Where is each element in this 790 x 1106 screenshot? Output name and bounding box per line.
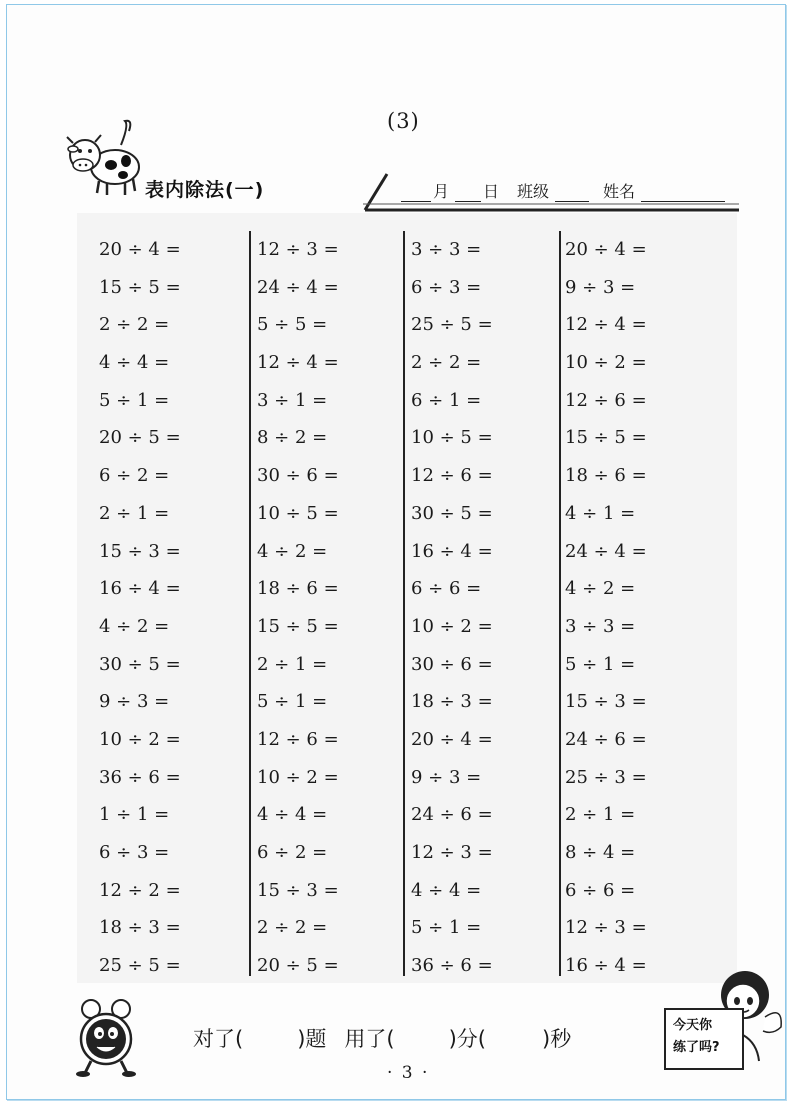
problem-grid bbox=[77, 213, 737, 983]
cow-icon bbox=[63, 115, 147, 199]
problem-item: 24 ÷ 4 = bbox=[565, 540, 647, 562]
student-info-line bbox=[401, 179, 725, 202]
problem-column-4 bbox=[565, 231, 715, 985]
class-label: 班级 bbox=[517, 182, 550, 201]
problem-item: 6 ÷ 6 = bbox=[565, 879, 636, 901]
problem-item: 36 ÷ 6 = bbox=[99, 766, 181, 788]
sign-line-1: 今天你 bbox=[673, 1018, 713, 1033]
problem-item: 24 ÷ 6 = bbox=[565, 728, 647, 750]
problem-item: 6 ÷ 2 = bbox=[257, 842, 328, 863]
problem-item: 12 ÷ 4 = bbox=[257, 352, 339, 374]
problem-item: 5 ÷ 1 = bbox=[99, 389, 170, 411]
column-divider bbox=[249, 231, 251, 976]
problem-item: 12 ÷ 2 = bbox=[99, 879, 181, 901]
problem-item: 9 ÷ 3 = bbox=[565, 276, 636, 298]
problem-item: 30 ÷ 5 = bbox=[99, 653, 181, 675]
problem-item: 18 ÷ 3 = bbox=[99, 917, 181, 939]
problem-item: 25 ÷ 5 = bbox=[99, 955, 181, 977]
problem-item: 4 ÷ 2 = bbox=[99, 615, 170, 637]
problem-item: 10 ÷ 2 = bbox=[99, 728, 181, 750]
problem-item: 6 ÷ 3 = bbox=[99, 842, 170, 863]
month-label: 月 bbox=[433, 182, 450, 201]
problem-item: 18 ÷ 3 = bbox=[411, 691, 493, 713]
problem-item: 6 ÷ 2 = bbox=[99, 465, 170, 487]
result-line bbox=[193, 1023, 571, 1053]
seconds-suffix: )秒 bbox=[542, 1027, 572, 1051]
problem-item: 30 ÷ 6 = bbox=[411, 653, 493, 675]
problem-item: 6 ÷ 6 = bbox=[411, 578, 482, 600]
problem-item: 12 ÷ 6 = bbox=[411, 465, 493, 487]
problem-item: 8 ÷ 2 = bbox=[257, 427, 328, 449]
problem-item: 12 ÷ 4 = bbox=[565, 314, 647, 336]
problem-item: 10 ÷ 5 = bbox=[411, 427, 493, 449]
problem-item: 2 ÷ 1 = bbox=[99, 502, 170, 524]
correct-suffix: )题 bbox=[297, 1027, 327, 1051]
problem-item: 10 ÷ 2 = bbox=[411, 615, 493, 637]
correct-count-blank[interactable] bbox=[243, 1023, 297, 1053]
problem-item: 24 ÷ 6 = bbox=[411, 804, 493, 826]
problem-item: 12 ÷ 3 = bbox=[257, 239, 339, 260]
correct-prefix: 对了( bbox=[193, 1027, 244, 1051]
problem-item: 5 ÷ 1 = bbox=[565, 653, 636, 675]
problem-item: 3 ÷ 1 = bbox=[257, 389, 328, 411]
problem-item: 15 ÷ 5 = bbox=[565, 427, 647, 449]
problem-item: 16 ÷ 4 = bbox=[411, 540, 493, 562]
name-label: 姓名 bbox=[603, 182, 636, 201]
problem-item: 15 ÷ 5 = bbox=[257, 615, 339, 637]
problem-item: 12 ÷ 6 = bbox=[257, 728, 339, 750]
problem-item: 25 ÷ 3 = bbox=[565, 766, 647, 788]
problem-column-2 bbox=[257, 231, 407, 985]
minutes-blank[interactable] bbox=[395, 1023, 449, 1053]
exercise-number: (3) bbox=[387, 109, 420, 133]
problem-item: 1 ÷ 1 = bbox=[99, 804, 170, 826]
problem-item: 10 ÷ 2 = bbox=[565, 352, 647, 374]
problem-item: 4 ÷ 4 = bbox=[411, 879, 482, 901]
problem-item: 4 ÷ 2 = bbox=[257, 540, 328, 562]
time-prefix: 用了( bbox=[344, 1027, 395, 1051]
problem-item: 2 ÷ 2 = bbox=[411, 352, 482, 374]
clock-mascot-icon bbox=[71, 997, 151, 1077]
problem-item: 2 ÷ 2 = bbox=[257, 917, 328, 939]
problem-item: 20 ÷ 4 = bbox=[99, 239, 181, 260]
seconds-blank[interactable] bbox=[486, 1023, 542, 1053]
problem-item: 6 ÷ 1 = bbox=[411, 389, 482, 411]
problem-item: 36 ÷ 6 = bbox=[411, 955, 493, 977]
problem-item: 12 ÷ 3 = bbox=[411, 842, 493, 863]
problem-item: 24 ÷ 4 = bbox=[257, 276, 339, 298]
problem-item: 18 ÷ 6 = bbox=[565, 465, 647, 487]
problem-item: 20 ÷ 5 = bbox=[99, 427, 181, 449]
worksheet-title: 表内除法(一) bbox=[145, 179, 265, 201]
problem-item: 6 ÷ 3 = bbox=[411, 276, 482, 298]
problem-column-1 bbox=[99, 231, 249, 985]
problem-item: 4 ÷ 1 = bbox=[565, 502, 636, 524]
problem-item: 10 ÷ 2 = bbox=[257, 766, 339, 788]
problem-item: 25 ÷ 5 = bbox=[411, 314, 493, 336]
problem-item: 4 ÷ 4 = bbox=[99, 352, 170, 374]
problem-item: 9 ÷ 3 = bbox=[99, 691, 170, 713]
problem-item: 2 ÷ 1 = bbox=[257, 653, 328, 675]
problem-item: 20 ÷ 4 = bbox=[411, 728, 493, 750]
problem-item: 12 ÷ 6 = bbox=[565, 389, 647, 411]
day-blank[interactable] bbox=[455, 185, 481, 202]
problem-item: 4 ÷ 2 = bbox=[565, 578, 636, 600]
problem-item: 3 ÷ 3 = bbox=[411, 239, 482, 260]
problem-item: 4 ÷ 4 = bbox=[257, 804, 328, 826]
problem-item: 5 ÷ 1 = bbox=[257, 691, 328, 713]
problem-column-3 bbox=[411, 231, 561, 985]
problem-item: 16 ÷ 4 = bbox=[99, 578, 181, 600]
problem-item: 16 ÷ 4 = bbox=[565, 955, 647, 977]
month-blank[interactable] bbox=[401, 185, 431, 202]
problem-item: 2 ÷ 2 = bbox=[99, 314, 170, 336]
problem-item: 3 ÷ 3 = bbox=[565, 615, 636, 637]
problem-item: 15 ÷ 5 = bbox=[99, 276, 181, 298]
problem-item: 12 ÷ 3 = bbox=[565, 917, 647, 939]
minutes-suffix: )分( bbox=[448, 1027, 486, 1051]
class-blank[interactable] bbox=[555, 185, 589, 202]
problem-item: 5 ÷ 5 = bbox=[257, 314, 328, 336]
problem-item: 20 ÷ 4 = bbox=[565, 239, 647, 260]
problem-item: 5 ÷ 1 = bbox=[411, 917, 482, 939]
problem-item: 30 ÷ 6 = bbox=[257, 465, 339, 487]
problem-item: 8 ÷ 4 = bbox=[565, 842, 636, 863]
worksheet-page bbox=[6, 4, 786, 1100]
sign-line-2: 练了吗? bbox=[673, 1040, 720, 1055]
problem-item: 30 ÷ 5 = bbox=[411, 502, 493, 524]
problem-item: 2 ÷ 1 = bbox=[565, 804, 636, 826]
problem-item: 10 ÷ 5 = bbox=[257, 502, 339, 524]
problem-item: 15 ÷ 3 = bbox=[565, 691, 647, 713]
problem-item: 15 ÷ 3 = bbox=[99, 540, 181, 562]
problem-item: 15 ÷ 3 = bbox=[257, 879, 339, 901]
page-number: · 3 · bbox=[387, 1063, 430, 1083]
day-label: 日 bbox=[483, 182, 500, 201]
problem-item: 20 ÷ 5 = bbox=[257, 955, 339, 977]
problem-item: 18 ÷ 6 = bbox=[257, 578, 339, 600]
problem-item: 9 ÷ 3 = bbox=[411, 766, 482, 788]
name-blank[interactable] bbox=[641, 185, 725, 202]
